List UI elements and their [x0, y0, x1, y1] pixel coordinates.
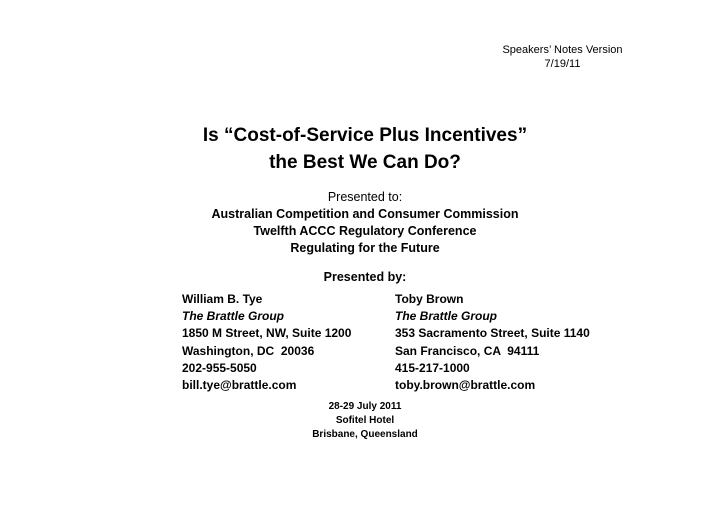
presenter-phone: 202-955-5050	[182, 360, 257, 375]
presenter-name: William B. Tye	[182, 292, 263, 306]
presented-to-label: Presented to:	[327, 190, 403, 204]
version-label: Speakers’ Notes Version	[502, 44, 623, 56]
version-note	[470, 43, 655, 71]
presenter-org: The Brattle Group	[182, 309, 285, 324]
title-line-2: the Best We Can Do?	[269, 152, 461, 173]
presentation-title	[0, 122, 720, 176]
event-location: Brisbane, Queensland	[312, 429, 418, 440]
presented-to-organization: Australian Competition and Consumer Commission	[211, 207, 519, 221]
presenter-phone: 415-217-1000	[395, 360, 470, 375]
presenter-email: toby.brown@brattle.com	[395, 378, 536, 393]
presenter-address: 1850 M Street, NW, Suite 1200	[182, 326, 352, 341]
presenter-city: Washington, DC 20036	[182, 343, 315, 358]
presented-to-block	[0, 189, 720, 257]
presenter-contact-brown	[395, 291, 590, 394]
presenter-address: 353 Sacramento Street, Suite 1140	[395, 326, 590, 341]
presenter-city: San Francisco, CA 94111	[395, 343, 540, 358]
presenter-org: The Brattle Group	[395, 309, 498, 324]
title-line-1: Is “Cost-of-Service Plus Incentives”	[202, 125, 528, 146]
presenter-name: Toby Brown	[395, 292, 464, 306]
presented-to-theme: Regulating for the Future	[290, 241, 440, 255]
presented-by-label: Presented by:	[323, 270, 407, 284]
presenter-contact-tye	[182, 291, 351, 394]
presenter-email: bill.tye@brattle.com	[182, 378, 297, 393]
event-details	[0, 400, 720, 442]
event-venue: Sofitel Hotel	[335, 415, 395, 426]
event-dates: 28-29 July 2011	[328, 401, 402, 412]
presented-to-conference: Twelfth ACCC Regulatory Conference	[253, 224, 477, 238]
version-date: 7/19/11	[544, 58, 581, 70]
